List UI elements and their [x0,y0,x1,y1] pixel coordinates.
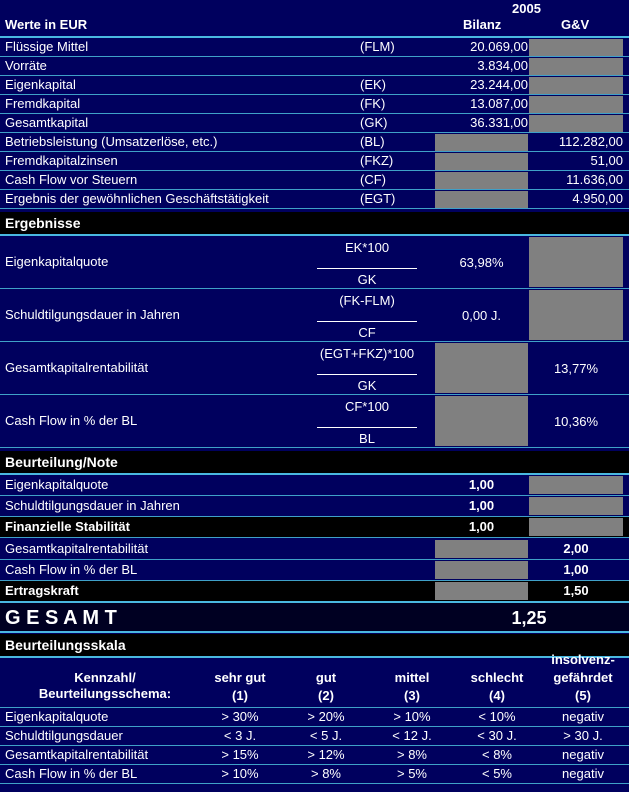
scale-row-label: Gesamtkapitalrentabilität [5,747,149,762]
scale-header-line: gefährdet [553,670,613,685]
scale-threshold: < 3 J. [223,728,257,743]
scale-header-line: (3) [404,688,420,703]
rating-label: Gesamtkapitalrentabilität [5,541,149,556]
base-row-label: Cash Flow vor Steuern [5,172,138,187]
rating-bilanz-value: 1,00 [468,477,495,492]
scale-row-label: Eigenkapitalquote [5,709,109,724]
scale-header-line: (4) [489,688,505,703]
row-divider [0,341,629,342]
fraction-bar [317,268,417,269]
empty-cell [529,518,623,536]
base-row-label: Gesamtkapital [5,115,89,130]
base-row-bilanz-value: 3.834,00 [477,58,528,73]
row-divider [0,208,629,209]
formula-denominator: BL [359,431,375,446]
row-divider [0,288,629,289]
base-row-abbr: (EGT) [360,191,396,206]
row-divider [0,559,629,560]
scale-header-line: (1) [232,688,248,703]
rating-label: Eigenkapitalquote [5,477,109,492]
scale-threshold: > 10% [221,766,259,781]
scale-header-line: mittel [394,670,430,685]
base-row-label: Eigenkapital [5,77,76,92]
empty-cell [529,115,623,132]
formula-denominator: GK [357,378,377,393]
scale-row-label: Cash Flow in % der BL [5,766,138,781]
scale-header-line: Kennzahl/ [74,670,136,685]
empty-cell [529,58,623,75]
empty-cell [529,290,623,340]
scale-header-line: (2) [318,688,334,703]
column-header-guv: G&V [561,17,590,32]
base-row-bilanz-value: 36.331,00 [470,115,528,130]
empty-cell [435,561,528,579]
empty-cell [435,172,528,189]
result-label: Eigenkapitalquote [5,254,109,269]
scale-threshold: < 10% [478,709,516,724]
result-label: Schuldtilgungsdauer in Jahren [5,307,180,322]
empty-cell [529,476,623,494]
earning-power-value: 1,50 [563,583,589,598]
row-divider [0,36,629,38]
result-bilanz-value: 0,00 J. [461,308,502,323]
empty-cell [435,396,528,446]
table-title: Werte in EUR [5,17,88,32]
empty-cell [435,540,528,558]
scale-threshold: > 30% [221,709,259,724]
row-divider [0,94,629,95]
scale-threshold: < 30 J. [477,728,517,743]
scale-threshold: negativ [562,709,604,724]
result-label: Cash Flow in % der BL [5,413,138,428]
empty-cell [435,153,528,170]
base-row-guv-value: 51,00 [590,153,623,168]
formula-numerator: (EGT+FKZ)*100 [319,346,415,361]
base-row-label: Flüssige Mittel [5,39,89,54]
section-title-beurteilung: Beurteilung/Note [5,454,118,470]
scale-row-label: Schuldtilgungsdauer [5,728,123,743]
scale-header-line: insolvenz- [551,652,615,667]
scale-header-line: gut [315,670,337,685]
total-value: 1,25 [511,608,547,628]
scale-threshold: > 8% [311,766,341,781]
scale-threshold: negativ [562,747,604,762]
empty-cell [529,497,623,515]
total-label: G E S A M T [5,607,117,629]
row-divider [0,656,629,658]
base-row-label: Fremdkapital [5,96,81,111]
scale-header-line: Beurteilungsschema: [38,686,172,701]
base-row-label: Ergebnis der gewöhnlichen Geschäftstätigkeit [5,191,269,206]
result-bilanz-value: 63,98% [459,255,504,270]
row-divider [0,394,629,395]
base-row-abbr: (FLM) [360,39,395,54]
base-row-abbr: (EK) [360,77,386,92]
financial-stability-label: Finanzielle Stabilität [5,519,130,534]
scale-threshold: > 5% [397,766,427,781]
base-row-bilanz-value: 23.244,00 [470,77,528,92]
scale-threshold: negativ [562,766,604,781]
row-divider [0,234,629,236]
empty-cell [435,582,528,600]
base-row-abbr: (FKZ) [360,153,394,168]
base-row-label: Vorräte [5,58,47,73]
fraction-bar [317,427,417,428]
base-row-bilanz-value: 13.087,00 [470,96,528,111]
row-divider [0,113,629,114]
formula-numerator: (FK-FLM) [339,293,395,308]
base-row-label: Fremdkapitalzinsen [5,153,118,168]
empty-cell [529,96,623,113]
section-bar [0,212,629,234]
base-row-bilanz-value: 20.069,00 [470,39,528,54]
base-row-abbr: (FK) [360,96,386,111]
scale-threshold: < 5 J. [309,728,343,743]
row-divider [0,631,629,633]
empty-cell [435,134,528,151]
formula-numerator: CF*100 [344,399,390,414]
empty-cell [435,191,528,208]
result-guv-value: 13,77% [553,361,599,376]
base-row-guv-value: 11.636,00 [566,172,623,187]
rating-guv-value: 1,00 [563,562,589,577]
fraction-bar [317,321,417,322]
formula-denominator: GK [357,272,377,287]
scale-threshold: > 8% [397,747,427,762]
empty-cell [529,77,623,94]
empty-cell [529,237,623,287]
empty-cell [435,343,528,393]
scale-header-line: (5) [575,688,591,703]
formula-denominator: CF [358,325,376,340]
empty-cell [529,39,623,56]
base-row-guv-value: 4.950,00 [572,191,623,206]
row-divider [0,75,629,76]
fraction-bar [317,374,417,375]
section-title-ergebnisse: Ergebnisse [5,215,81,231]
column-header-bilanz: Bilanz [463,17,502,32]
base-row-abbr: (BL) [360,134,385,149]
scale-threshold: < 12 J. [392,728,432,743]
scale-header-line: schlecht [470,670,524,685]
row-divider [0,56,629,57]
scale-threshold: > 20% [307,709,345,724]
earning-power-label: Ertragskraft [5,583,79,598]
row-divider [0,495,629,496]
scale-threshold: > 15% [221,747,259,762]
base-row-abbr: (CF) [360,172,386,187]
row-divider [0,783,629,784]
row-divider [0,447,629,448]
row-divider [0,537,629,538]
section-title-scale: Beurteilungsskala [5,637,126,653]
base-row-abbr: (GK) [360,115,388,130]
scale-threshold: < 5% [482,766,512,781]
scale-threshold: > 12% [307,747,345,762]
rating-label: Schuldtilgungsdauer in Jahren [5,498,180,513]
base-row-guv-value: 112.282,00 [558,134,623,149]
scale-header-line: sehr gut [214,670,266,685]
result-label: Gesamtkapitalrentabilität [5,360,149,375]
rating-label: Cash Flow in % der BL [5,562,138,577]
financial-stability-value: 1,00 [468,519,495,534]
rating-bilanz-value: 1,00 [468,498,495,513]
row-divider [0,473,629,475]
formula-numerator: EK*100 [344,240,390,255]
scale-threshold: > 10% [393,709,431,724]
rating-guv-value: 2,00 [563,541,589,556]
result-guv-value: 10,36% [553,414,599,429]
scale-threshold: > 30 J. [563,728,603,743]
year-label: 2005 [512,1,541,16]
scale-threshold: < 8% [482,747,512,762]
base-row-label: Betriebsleistung (Umsatzerlöse, etc.) [5,134,218,149]
